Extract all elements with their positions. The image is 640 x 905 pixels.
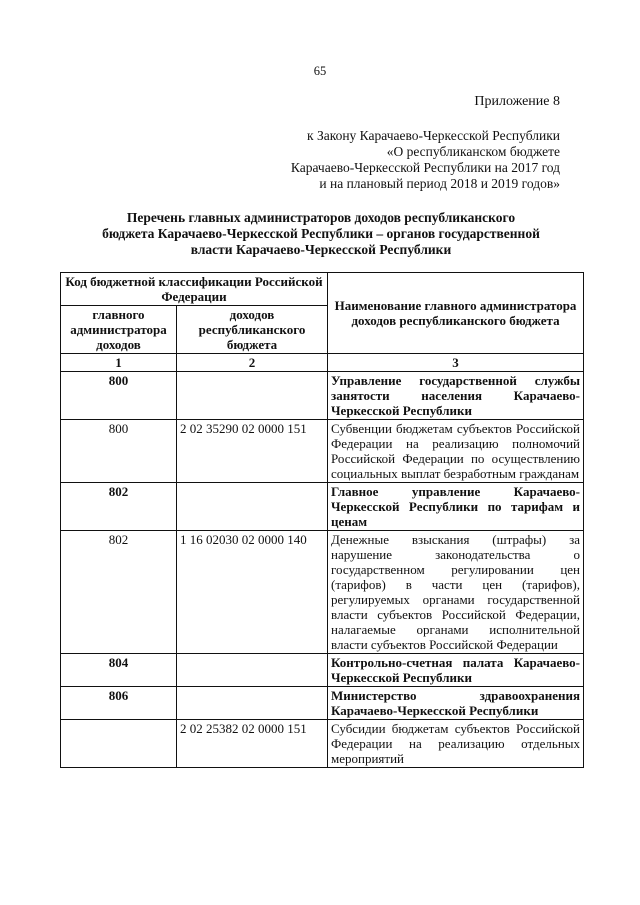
admin-code-cell: 800 xyxy=(61,372,177,420)
law-ref-line: Карачаево-Черкесской Республики на 2017 год xyxy=(290,160,560,175)
table-row xyxy=(61,420,584,483)
admin-code-cell: 802 xyxy=(61,531,177,654)
table-row xyxy=(61,483,584,531)
table-row xyxy=(61,720,584,768)
income-code-cell xyxy=(177,654,328,687)
column-number: 3 xyxy=(328,354,584,372)
admin-code-cell: 800 xyxy=(61,420,177,483)
income-code-cell: 2 02 35290 02 0000 151 xyxy=(177,420,328,483)
header-group-cell: Код бюджетной классификации Российской Федерации xyxy=(61,273,328,306)
admin-name-cell: Контрольно-счетная палата Карачаево-Черкесской Республики xyxy=(328,654,584,687)
table-row xyxy=(61,372,584,420)
table-row xyxy=(61,531,584,654)
law-ref-line: «О республиканском бюджете xyxy=(386,144,560,159)
law-ref-line: и на плановый период 2018 и 2019 годов» xyxy=(319,176,560,191)
title-line: бюджета Карачаево-Черкесской Республики – органов государственной xyxy=(102,226,540,241)
admin-code-cell: 802 xyxy=(61,483,177,531)
law-ref-line: к Закону Карачаево-Черкесской Республики xyxy=(307,128,560,143)
header-admin-cell: главного администратора доходов xyxy=(61,306,177,354)
header-income-cell: доходов республиканского бюджета xyxy=(177,306,328,354)
income-code-cell xyxy=(177,372,328,420)
income-code-cell xyxy=(177,687,328,720)
admin-code-cell xyxy=(61,720,177,768)
page-number: 65 xyxy=(313,64,327,78)
table-row xyxy=(61,687,584,720)
table-row xyxy=(61,654,584,687)
appendix-label: Приложение 8 xyxy=(474,94,560,109)
column-number: 2 xyxy=(177,354,328,372)
admin-name-cell: Министерство здравоохранения Карачаево-Черкесской Республики xyxy=(328,687,584,720)
admin-name-cell: Управление государственной службы занятости населения Карачаево-Черкесской Республики xyxy=(328,372,584,420)
title-line: Перечень главных администраторов доходов республиканского xyxy=(126,210,516,225)
income-code-cell xyxy=(177,483,328,531)
column-number-row xyxy=(61,354,584,372)
table-header-row xyxy=(61,273,584,306)
admin-code-cell: 804 xyxy=(61,654,177,687)
law-reference xyxy=(291,128,560,192)
admin-name-cell: Субсидии бюджетам субъектов Российской Федерации на реализацию отдельных мероприятий xyxy=(328,720,584,768)
admin-name-cell: Субвенции бюджетам субъектов Российской Федерации на реализацию полномочий Российской Федерации по осуществлению социальных выплат безработным гражданам xyxy=(328,420,584,483)
header-name-cell: Наименование главного администратора доходов республиканского бюджета xyxy=(328,273,584,354)
income-code-cell: 2 02 25382 02 0000 151 xyxy=(177,720,328,768)
document-title xyxy=(60,210,582,258)
admin-name-cell: Денежные взыскания (штрафы) за нарушение законодательства о государственном регулировании цен (тарифов) в части цен (тарифов), регулируемых органами государственной власти субъектов Российской Федерации, налагаемые органами исполнительной власти субъектов Российской Федерации xyxy=(328,531,584,654)
administrators-table xyxy=(60,272,584,768)
admin-name-cell: Главное управление Карачаево-Черкесской Республики по тарифам и ценам xyxy=(328,483,584,531)
admin-code-cell: 806 xyxy=(61,687,177,720)
title-line: власти Карачаево-Черкесской Республики xyxy=(190,242,452,257)
income-code-cell: 1 16 02030 02 0000 140 xyxy=(177,531,328,654)
column-number: 1 xyxy=(61,354,177,372)
